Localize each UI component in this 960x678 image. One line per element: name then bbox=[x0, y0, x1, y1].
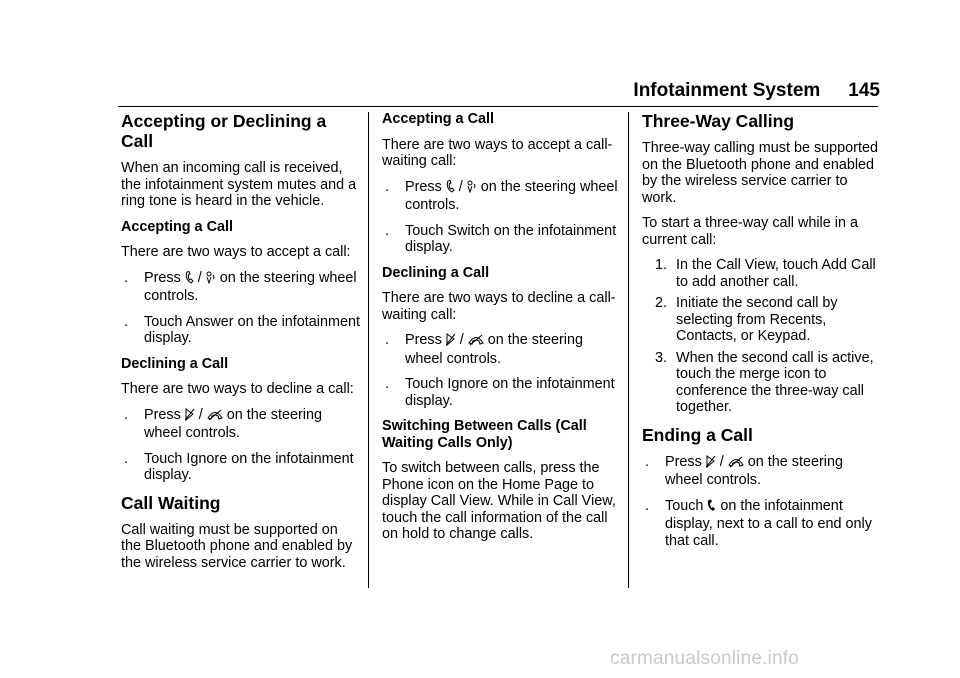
subheading-switching: Switching Between Calls (Call Waiting Calls Only) bbox=[382, 418, 587, 451]
watermark: carmanualsonline.info bbox=[610, 648, 800, 669]
heading-three-way: Three-Way Calling bbox=[642, 111, 795, 131]
list-item bbox=[382, 179, 620, 214]
header-rule bbox=[118, 106, 878, 107]
bullet: . bbox=[124, 450, 128, 467]
list-item bbox=[642, 350, 880, 416]
list-item bbox=[382, 332, 620, 367]
subheading-declining: Declining a Call bbox=[382, 264, 490, 281]
bullet: . bbox=[385, 178, 389, 195]
paragraph-accept: There are two ways to accept a call: bbox=[121, 244, 351, 260]
paragraph-three-way: Three-way calling must be supported on the Bluetooth phone and enabled by the wireless service carrier to work. bbox=[642, 140, 878, 206]
voice-recognition-icon bbox=[206, 271, 216, 289]
section-title: Infotainment System bbox=[633, 80, 821, 101]
paragraph-decline: There are two ways to decline a call: bbox=[121, 381, 354, 397]
step-number: 2. bbox=[654, 295, 667, 311]
bullet: . bbox=[645, 497, 649, 514]
paragraph-intro: When an incoming call is received, the infotainment system mutes and a ring tone is heard in the vehicle. bbox=[121, 160, 357, 209]
list-item bbox=[121, 451, 361, 484]
running-header bbox=[600, 80, 880, 102]
bullet: . bbox=[124, 269, 128, 286]
phone-handset-icon bbox=[185, 271, 194, 289]
hang-up-icon bbox=[207, 409, 223, 426]
mute-end-icon bbox=[706, 455, 716, 473]
list-item bbox=[642, 454, 880, 489]
heading-call-waiting: Call Waiting bbox=[121, 492, 221, 513]
page-number: 145 bbox=[848, 80, 880, 101]
bullet: . bbox=[645, 453, 649, 470]
list-item bbox=[121, 407, 361, 442]
bullet-text-post: on the infotainment display, next to a call to end only that call. bbox=[665, 497, 872, 549]
bullet: . bbox=[124, 406, 128, 423]
paragraph-accept: There are two ways to accept a call-waiting call: bbox=[382, 136, 613, 169]
step-text: Initiate the second call by selecting from Recents, Contacts, or Keypad. bbox=[676, 295, 838, 344]
bullet-text-sep: / bbox=[719, 453, 724, 470]
bullet-text-pre: Press bbox=[144, 269, 181, 286]
subheading-declining: Declining a Call bbox=[121, 355, 229, 372]
bullet: . bbox=[124, 313, 128, 330]
paragraph-switching: To switch between calls, press the Phone icon on the Home Page to display Call View. While in Call View, touch the call information of the call on hold to change calls. bbox=[382, 460, 616, 542]
list-item bbox=[382, 376, 620, 409]
bullet-text-post: on the steering wheel controls. bbox=[665, 453, 844, 488]
bullet-text: Touch Switch on the infotainment display. bbox=[405, 222, 617, 255]
step-text: In the Call View, touch Add Call to add another call. bbox=[676, 257, 876, 290]
column-3 bbox=[642, 111, 880, 558]
bullet-text: Touch Ignore on the infotainment display. bbox=[405, 376, 615, 409]
column-2 bbox=[382, 111, 620, 552]
bullet-text-sep: / bbox=[458, 178, 463, 195]
bullet-text-post: on the steering wheel controls. bbox=[144, 269, 357, 304]
subheading-accepting: Accepting a Call bbox=[382, 111, 494, 127]
subheading-accepting: Accepting a Call bbox=[121, 218, 233, 235]
bullet-text-post: on the steering wheel controls. bbox=[144, 406, 323, 441]
bullet-text: Touch Answer on the infotainment display. bbox=[144, 313, 360, 346]
list-item bbox=[121, 270, 361, 305]
bullet-text-sep: / bbox=[459, 332, 464, 348]
hang-up-icon bbox=[468, 334, 484, 351]
paragraph-decline: There are two ways to decline a call-waiting call: bbox=[382, 290, 616, 323]
list-item bbox=[642, 295, 880, 345]
bullet-text-pre: Touch bbox=[665, 497, 704, 514]
bullet-text-pre: Press bbox=[405, 332, 442, 348]
paragraph-call-waiting: Call waiting must be supported on the Bluetooth phone and enabled by the wireless service carrier to work. bbox=[121, 521, 353, 571]
step-number: 3. bbox=[654, 349, 667, 366]
column-divider-1 bbox=[368, 112, 369, 588]
bullet-text-post: on the steering wheel controls. bbox=[405, 178, 618, 213]
bullet-text-post: on the steering wheel controls. bbox=[405, 332, 584, 367]
column-divider-2 bbox=[628, 112, 629, 588]
mute-end-icon bbox=[446, 333, 456, 351]
bullet-text-pre: Press bbox=[144, 406, 181, 423]
phone-handset-icon bbox=[446, 180, 455, 198]
heading-accept-decline: Accepting or Declining a Call bbox=[121, 111, 327, 151]
list-item bbox=[382, 223, 620, 256]
step-number: 1. bbox=[654, 257, 667, 273]
list-item bbox=[121, 314, 361, 347]
heading-ending-call: Ending a Call bbox=[642, 424, 753, 445]
paragraph-start: To start a three-way call while in a current call: bbox=[642, 215, 858, 248]
step-text: When the second call is active, touch the merge icon to conference the three-way call together. bbox=[676, 349, 874, 415]
bullet: . bbox=[385, 222, 389, 239]
column-1 bbox=[121, 111, 361, 580]
bullet-text-sep: / bbox=[197, 269, 202, 286]
bullet-text-pre: Press bbox=[405, 178, 442, 195]
hang-up-icon bbox=[728, 456, 744, 473]
end-call-icon bbox=[707, 499, 716, 517]
bullet-text-sep: / bbox=[198, 406, 203, 423]
voice-recognition-icon bbox=[467, 180, 477, 198]
bullet: . bbox=[385, 376, 389, 392]
bullet-text-pre: Press bbox=[665, 453, 702, 470]
mute-end-icon bbox=[185, 408, 195, 426]
bullet-text: Touch Ignore on the infotainment display. bbox=[144, 450, 354, 483]
bullet: . bbox=[385, 332, 389, 348]
list-item bbox=[642, 257, 880, 290]
list-item bbox=[642, 498, 880, 550]
